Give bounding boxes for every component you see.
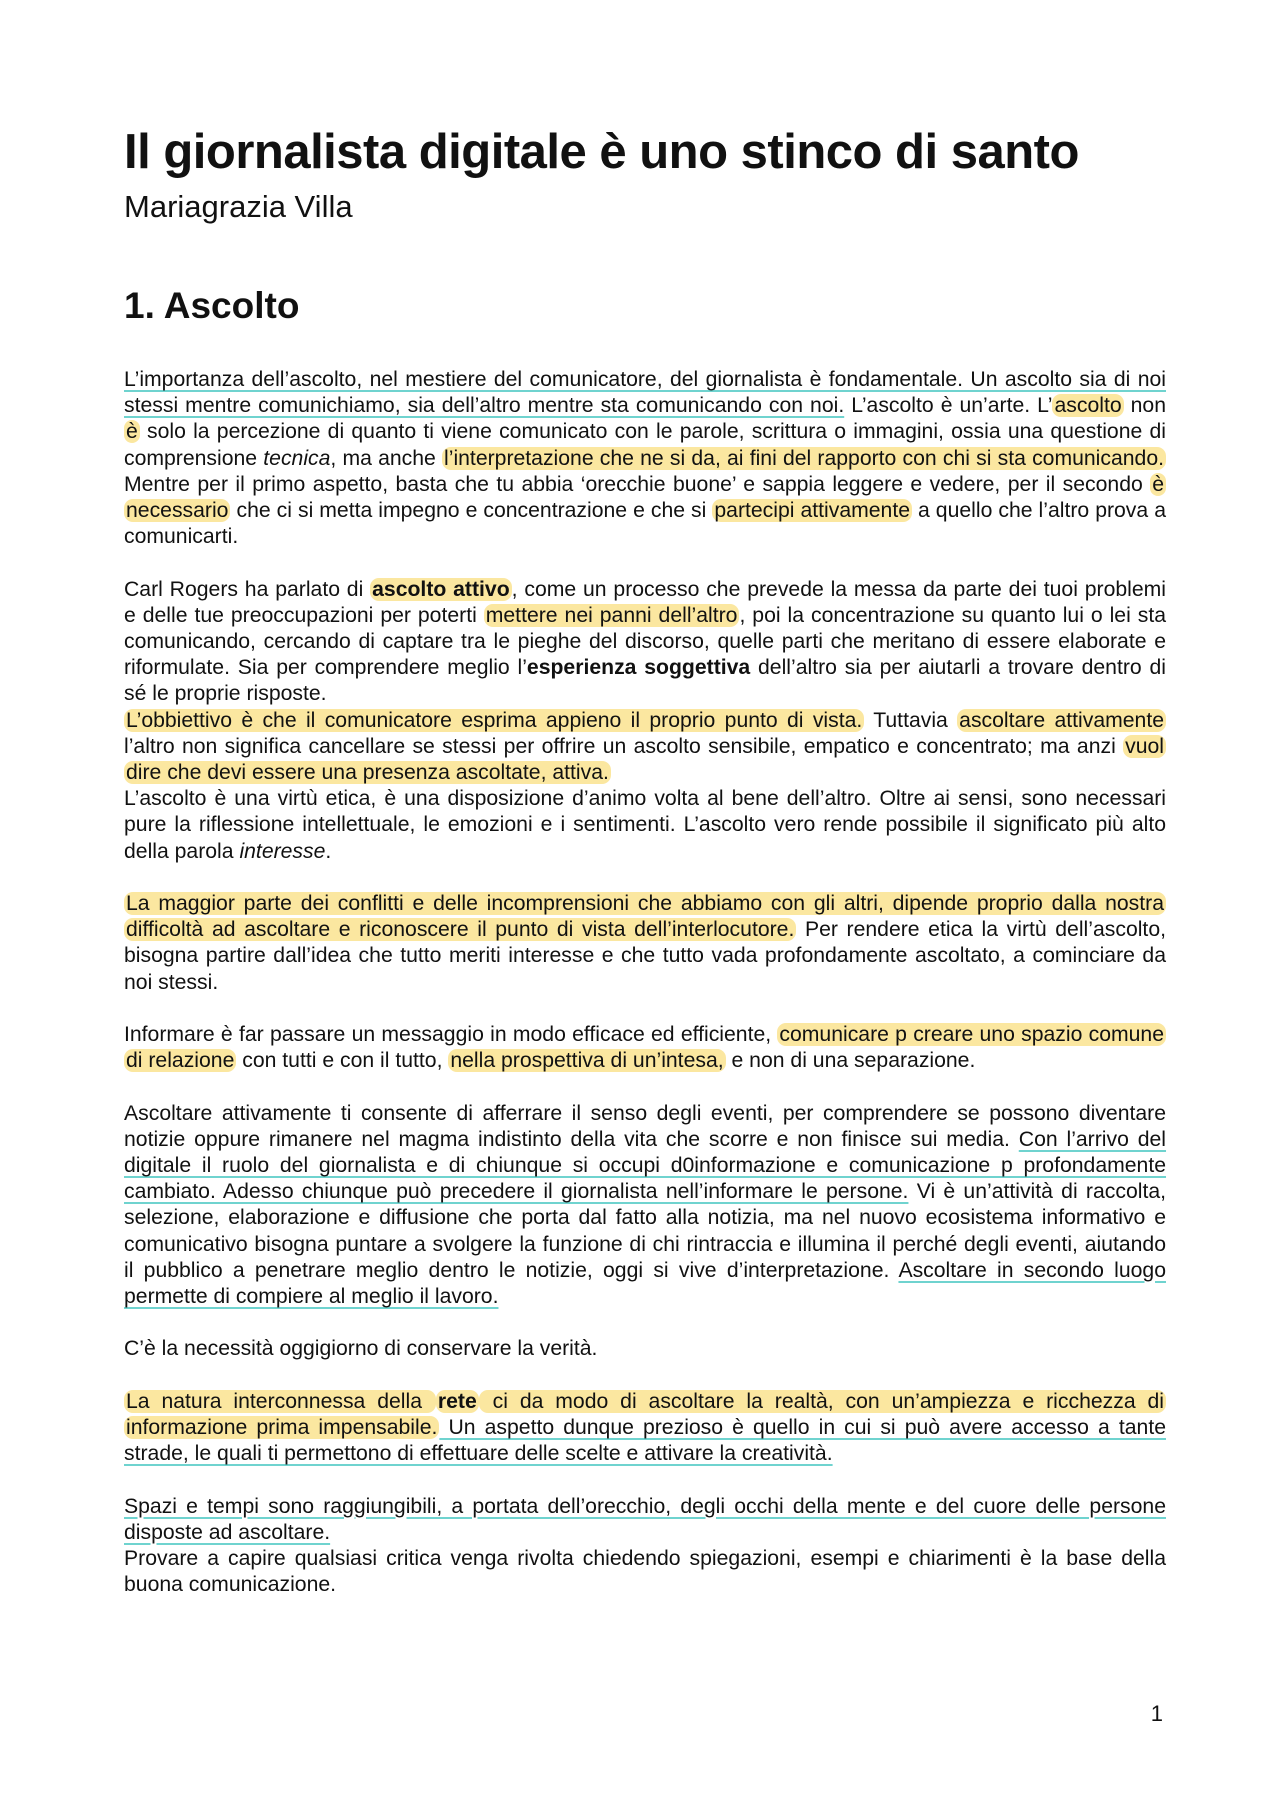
text-segment: , ma anche — [330, 446, 443, 470]
text-segment: l’altro non significa cancellare se stessi per offrire un ascolto sensibile, empatico e concentrato; ma anzi — [124, 734, 1124, 758]
highlighted-text: vuol dire che devi essere una presenza ascoltate, attiva. — [126, 734, 1164, 785]
paragraph — [124, 786, 1166, 865]
text-segment: con tutti e con il tutto, — [236, 1049, 449, 1073]
highlighted-text: è — [126, 420, 138, 444]
text-segment: Mentre per il primo aspetto, basta che tu abbia ‘orecchie buone’ e sappia leggere e vedere, per il secondo — [124, 472, 1151, 496]
text-segment: Tuttavia — [864, 708, 958, 732]
text-segment: non — [1123, 394, 1166, 418]
italic-text: interesse — [239, 839, 326, 863]
paragraph — [124, 891, 1166, 996]
text-segment: Ascoltare attivamente ti consente di afferrare il senso degli eventi, per comprendere se possono diventare notizie oppure rimanere nel magma indistinto della vita che scorre e non finisce sui media. — [124, 1101, 1166, 1151]
underlined-text: Con l’arrivo del digitale il ruolo del giornalista e di chiunque si occupi d0informazione e comunicazione p profondamente cambiato. Adesso chiunque può precedere il giornalista nell’informare le persone. — [124, 1127, 1167, 1204]
text-segment: e non di una separazione. — [725, 1049, 976, 1073]
text-segment: , come un processo che prevede la messa da parte dei tuoi problemi e delle tue preoccupazioni per poterti — [124, 577, 1167, 627]
paragraph — [124, 367, 1166, 550]
paragraph — [124, 577, 1166, 708]
highlighted-text: è necessario — [126, 472, 1164, 523]
italic-text: tecnica — [263, 446, 331, 470]
text-segment: , poi la concentrazione su quanto lui o lei sta comunicando, cercando di captare tra le pieghe del discorso, quelle parti che meritano di essere elaborate e riformulate. Sia per comprendere meglio l’ — [124, 603, 1167, 680]
text-segment: Vi è un’attività di raccolta, selezione, elaborazione e diffusione che porta dal fatto alla notizia, ma nel nuovo ecosistema informativo e comunicativo bisogna puntare a svolgere la funzione di chi rintraccia e illumina il perché degli eventi, aiutando il pubblico a penetrare meglio dentro le notizie, oggi si vive d’interpretazione. — [124, 1180, 1166, 1282]
highlighted-text: ci da modo di ascoltare la realtà, con un’ampiezza e ricchezza di informazione prima impensabile. — [126, 1389, 1164, 1440]
text-segment: Informare è far passare un messaggio in modo efficace ed efficiente, — [124, 1023, 778, 1047]
body-text — [124, 367, 1166, 1625]
highlighted-text: ascoltare attivamente — [959, 708, 1164, 732]
document-author: Mariagrazia Villa — [124, 189, 353, 224]
highlighted-text: nella prospettiva di un’intesa, — [450, 1049, 724, 1073]
paragraph — [124, 1389, 1166, 1468]
text-segment: solo la percezione di quanto ti viene comunicato con le parole, scrittura o immagini, ossia una questione di comprensione — [124, 420, 1166, 470]
underlined-text: Ascoltare in secondo luogo permette di compiere al meglio il lavoro. — [124, 1258, 1166, 1309]
text-segment: che ci si metta impegno e concentrazione e che si — [230, 499, 713, 523]
paragraph — [124, 1022, 1166, 1074]
paragraph — [124, 1336, 1166, 1362]
highlighted-text: mettere nei panni dell’altro — [485, 603, 738, 627]
text-segment: L’ascolto è una virtù etica, è una disposizione d’animo volta al bene dell’altro. Oltre ai sensi, sono necessari pure la riflessione intellettuale, le emozioni e i sentimenti. L’ascolto vero rende possibile il significato più alto della parola — [124, 787, 1166, 863]
document-title: Il giornalista digitale è uno stinco di santo — [124, 125, 1079, 179]
underlined-text: Spazi e tempi sono raggiungibili, a portata dell’orecchio, degli occhi della mente e del cuore delle persone disposte ad ascoltare. — [124, 1494, 1166, 1544]
text-segment: Per rendere etica la virtù dell’ascolto, bisogna partire dall’idea che tutto meriti interesse e che tutto vada profondamente ascoltato, a cominciare da noi stessi. — [124, 918, 1166, 994]
underlined-text: Un aspetto dunque prezioso è quello in cui si può avere accesso a tante strade, le quali ti permettono di effettuare delle scelte e attivare la creatività. — [124, 1416, 1166, 1466]
text-segment: a quello che l’altro prova a comunicarti. — [124, 499, 1166, 549]
text-segment: C’è la necessità oggigiorno di conservare la verità. — [124, 1337, 598, 1361]
highlighted-text: partecipi attivamente — [714, 499, 910, 523]
text-segment: dell’altro sia per aiutarli a trovare dentro di sé le proprie risposte. — [124, 656, 1166, 706]
paragraph — [124, 1546, 1166, 1598]
paragraph — [124, 708, 1166, 787]
highlighted-text: La maggior parte dei conflitti e delle incomprensioni che abbiamo con gli altri, dipende proprio dalla nostra difficoltà ad ascoltare e riconoscere il punto di vista dell’interlocutore. — [126, 892, 1164, 942]
text-segment: Carl Rogers ha parlato di — [124, 577, 371, 601]
underlined-text: L’importanza dell’ascolto, nel mestiere del comunicatore, del giornalista è fondamentale. Un ascolto sia di noi stessi mentre comunichiamo, sia dell’altro mentre sta comunicando con noi. — [124, 368, 1166, 418]
bold-text: esperienza soggettiva — [526, 656, 751, 680]
section-heading: 1. Ascolto — [124, 285, 300, 326]
paragraph — [124, 1101, 1166, 1311]
text-segment: L’ascolto è un’arte. L’ — [844, 394, 1053, 418]
text-segment: Provare a capire qualsiasi critica venga rivolta chiedendo spiegazioni, esempi e chiarimenti è la base della buona comunicazione. — [124, 1547, 1166, 1597]
highlighted-text: ascolto — [1054, 394, 1122, 418]
highlighted-text: L’obbiettivo è che il comunicatore esprima appieno il proprio punto di vista. — [126, 708, 863, 732]
highlighted-text: l’interpretazione che ne si da, ai fini del rapporto con chi si sta comunicando. — [444, 446, 1164, 470]
highlighted-text: rete — [437, 1389, 477, 1413]
highlighted-text: comunicare p creare uno spazio comune di relazione — [126, 1023, 1164, 1073]
text-segment: . — [325, 839, 332, 863]
page-number: 1 — [1150, 1701, 1163, 1726]
highlighted-text: La natura interconnessa della — [126, 1389, 434, 1413]
highlighted-text: ascolto attivo — [372, 577, 510, 601]
paragraph — [124, 1494, 1166, 1546]
